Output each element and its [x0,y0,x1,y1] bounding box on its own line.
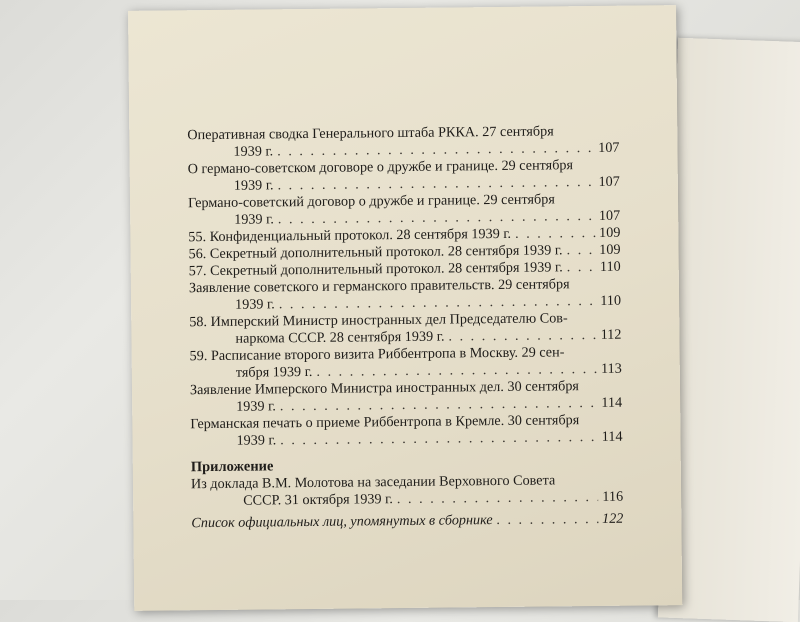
toc-entry-continuation: 1939 г. [233,177,274,194]
toc-page-number: 114 [601,428,623,445]
toc-entry-title: Германо-советский договор о дружбе и границе. 29 сентября [187,191,555,212]
table-of-contents [187,123,623,533]
toc-entry-continuation: тября 1939 г. [235,363,313,381]
leader-dots [497,511,599,529]
toc-page-number: 113 [600,360,622,377]
toc-entry [191,511,623,533]
toc-entry-line [191,489,623,511]
leader-dots [515,225,595,243]
toc-entry-title: Из доклада В.М. Молотова на заседании Верховного Совета [190,472,556,493]
toc-page-number: 109 [599,241,621,258]
toc-entry-title: Список официальных лиц, упомянутых в сборнике [191,512,493,532]
leader-dots [397,489,599,508]
toc-entry [188,157,620,196]
toc-entry-continuation: 1939 г. [234,211,274,228]
toc-page-number: 110 [600,292,622,309]
toc-entry [191,472,623,511]
toc-entry-title: Германская печать о приеме Риббентропа в Кремле. 30 сентября [190,412,580,433]
toc-entry-continuation: 1939 г. [236,398,276,415]
toc-entry-title: 58. Имперский Министр иностранных дел Председателю Сов- [189,310,568,331]
toc-entry-title: 57. Секретный дополнительный протокол. 28 сентября 1939 г. [188,259,563,280]
toc-page-number: 107 [598,173,620,190]
toc-page-number: 112 [600,326,622,343]
toc-page-number: 107 [598,139,620,156]
leader-dots [567,259,596,276]
toc-page-number: 116 [602,488,624,505]
toc-entry [189,310,621,349]
toc-entry-continuation: 1939 г. [236,432,277,449]
toc-entry [188,191,620,230]
leader-dots [280,429,598,449]
toc-entry-title: 56. Секретный дополнительный протокол. 28 сентября 1939 г. [188,242,563,263]
toc-page-number: 114 [601,394,623,411]
toc-entry-continuation: наркома СССР. 28 сентября 1939 г. [235,328,445,347]
book-page [128,5,682,611]
toc-entry-line [191,511,623,533]
leader-dots [448,327,596,346]
toc-entry-title: 55. Конфиденциальный протокол. 28 сентября 1939 г. [188,225,512,246]
toc-entry [190,378,622,417]
toc-entry-line [190,429,622,451]
toc-entry [190,412,622,451]
toc-entry-title: Заявление Имперского Министра иностранных дел. 30 сентября [189,378,579,399]
toc-page-number: 122 [601,510,624,527]
toc-page-number: 107 [598,207,621,224]
toc-entry-title: О германо-советском договоре о дружбе и границе. 29 сентября [187,157,574,178]
appendix-heading: Приложение [190,458,274,476]
toc-page-number: 110 [599,258,621,275]
toc-entry-continuation: СССР. 31 октября 1939 г. [243,491,393,509]
toc-entry-title: Заявление советского и германского правительств. 29 сентября [188,276,570,297]
toc-entry-title: 59. Расписание второго визита Риббентропа в Москву. 29 сен- [189,344,565,365]
toc-entry-continuation: 1939 г. [233,143,274,160]
toc-entry-title: Оперативная сводка Генерального штаба РККА. 27 сентября [187,123,554,144]
toc-entry [187,123,619,162]
toc-entry-continuation: 1939 г. [235,296,275,313]
toc-page-number: 109 [599,224,621,241]
leader-dots [566,242,595,259]
toc-entry [189,276,621,315]
toc-entry [190,344,622,383]
